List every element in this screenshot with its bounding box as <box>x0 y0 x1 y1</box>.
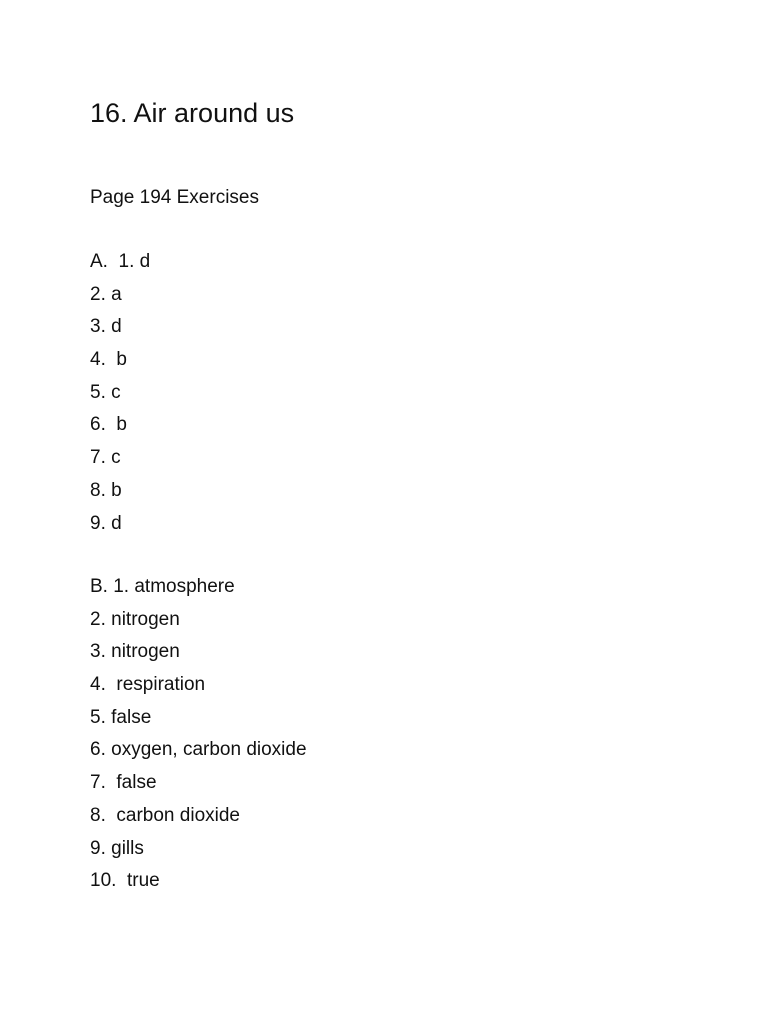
answer-item: 7. false <box>90 772 157 794</box>
answer-item: 3. d <box>90 316 122 338</box>
section-a-answers <box>90 250 150 544</box>
answer-item: 9. d <box>90 512 122 534</box>
answer-item: 5. c <box>90 381 121 403</box>
answer-item: 9. gills <box>90 837 144 859</box>
document-title: 16. Air around us <box>90 98 295 128</box>
answer-item: B. 1. atmosphere <box>90 576 235 597</box>
answer-item: 6. oxygen, carbon dioxide <box>90 739 307 761</box>
exercise-heading: Page 194 Exercises <box>90 187 259 208</box>
answer-item: 2. nitrogen <box>90 608 180 630</box>
section-b-answers <box>90 575 307 902</box>
answer-item: 3. nitrogen <box>90 641 180 663</box>
answer-item: 5. false <box>90 706 152 728</box>
answer-item: 10. true <box>90 870 160 892</box>
answer-item: A. 1. d <box>90 251 151 272</box>
answer-item: 2. a <box>90 283 122 305</box>
answer-item: 8. b <box>90 479 122 501</box>
answer-item: 4. respiration <box>90 674 206 696</box>
answer-item: 4. b <box>90 349 127 371</box>
answer-item: 8. carbon dioxide <box>90 804 240 826</box>
answer-item: 6. b <box>90 414 127 436</box>
answer-item: 7. c <box>90 447 121 469</box>
